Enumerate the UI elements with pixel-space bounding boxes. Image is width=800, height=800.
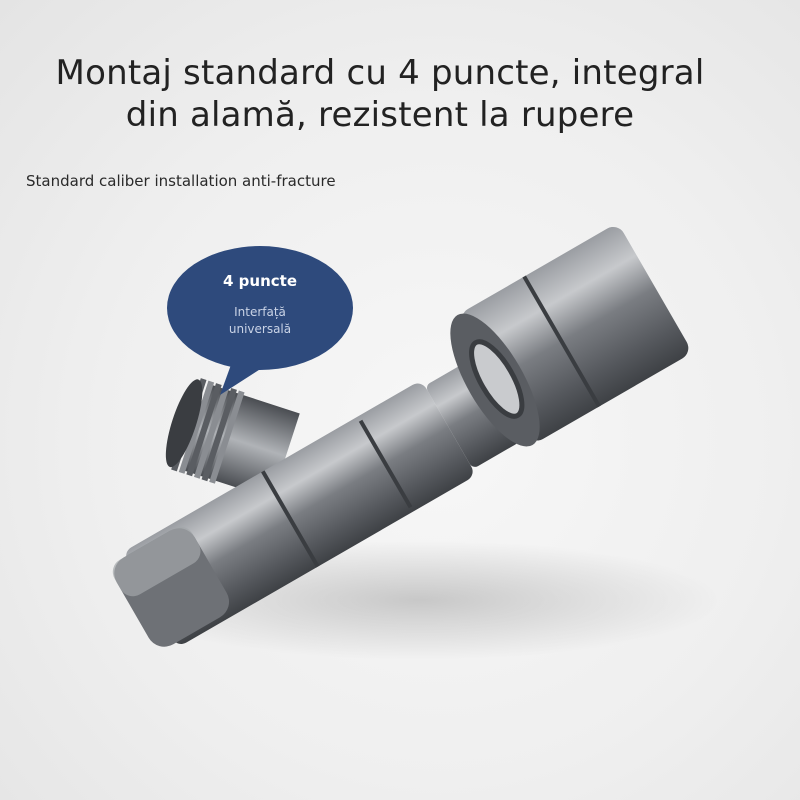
callout-text	[190, 304, 330, 338]
headline-line1: Montaj standard cu 4 puncte, integral	[55, 53, 705, 93]
callout-title: 4 puncte	[223, 272, 297, 290]
headline	[0, 52, 760, 136]
callout-line2: universală	[228, 322, 292, 336]
callout-line1: Interfață	[234, 305, 286, 319]
headline-line2: din alamă, rezistent la rupere	[125, 95, 635, 135]
subtitle: Standard caliber installation anti-fracture	[26, 172, 336, 190]
